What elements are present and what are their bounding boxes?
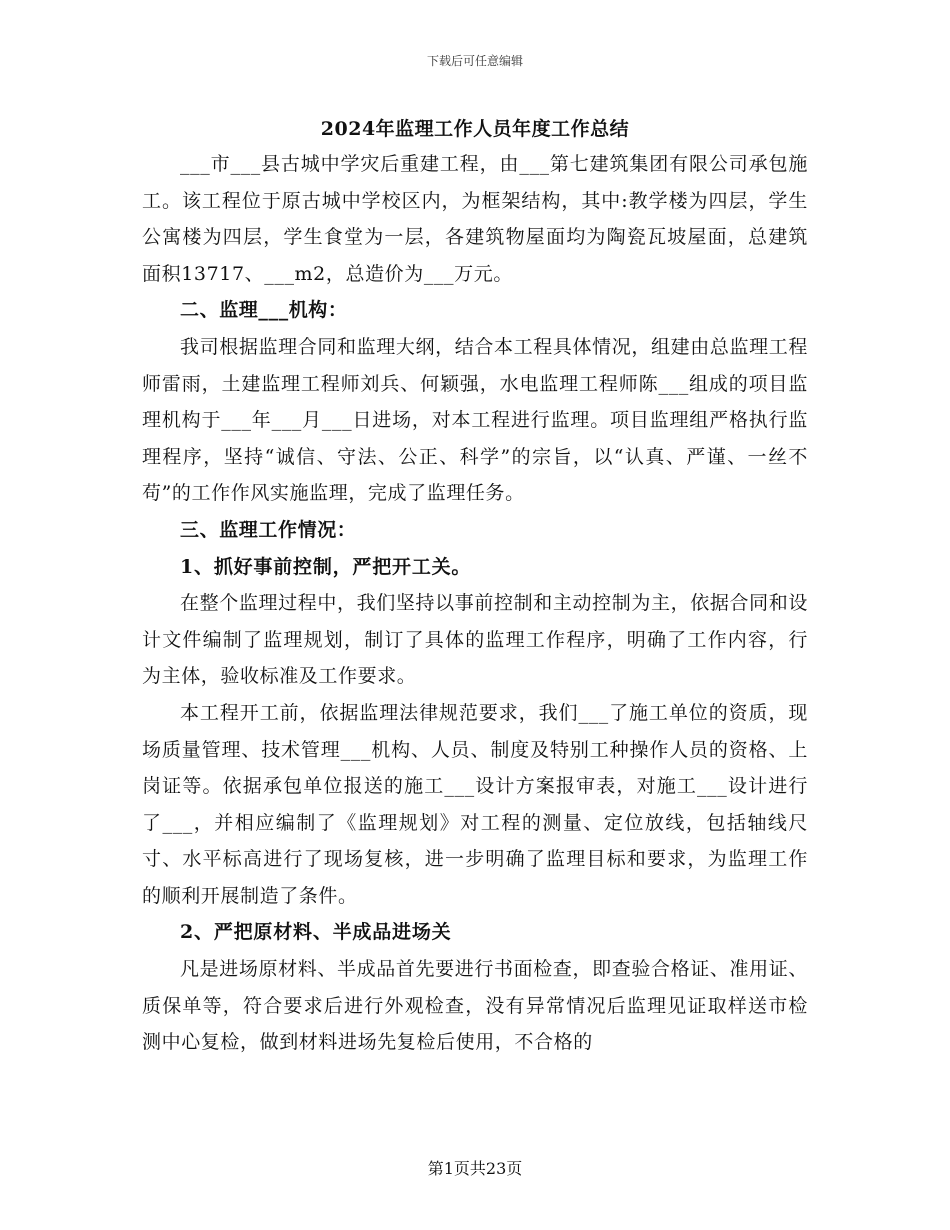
- subheading-prior-control: 1、抓好事前控制，严把开工关。: [180, 555, 472, 578]
- section-heading-work-status: 三、监理工作情况：: [180, 518, 357, 541]
- paragraph-pre-construction-review: 本工程开工前，依据监理法律规范要求，我们___了施工单位的资质，现场质量管理、技术管理___机构、人员、制度及特别工种操作人员的资格、上岗证等。依据承包单位报送的施工___设计方案报审表，对施工___设计进行了___，并相应编制了《监理规划》对工程的测量、定位放线，包括轴线尺寸、水平标高进行了现场复核，进一步明确了监理目标和要求，为监理工作的顺利开展制造了条件。: [142, 701, 808, 907]
- paragraph-supervision-agency: 我司根据监理合同和监理大纲，结合本工程具体情况，组建由总监理工程师雷雨，土建监理工程师刘兵、何颖强，水电监理工程师陈___组成的项目监理机构于___年___月___日进场，对本工程进行监理。项目监理组严格执行监理程序，坚持“诚信、守法、公正、科学”的宗旨，以“认真、严谨、一丝不苟”的工作作风实施监理，完成了监理任务。: [142, 335, 808, 505]
- document-title: 2024年监理工作人员年度工作总结: [320, 118, 630, 140]
- paragraph-project-overview: ___市___县古城中学灾后重建工程，由___第七建筑集团有限公司承包施工。该工程位于原古城中学校区内，为框架结构，其中:教学楼为四层，学生公寓楼为四层，学生食堂为一层，各建筑物屋面均为陶瓷瓦坡屋面，总建筑面积13717、___m2，总造价为___万元。: [142, 153, 808, 285]
- subheading-material-control: 2、严把原材料、半成品进场关: [180, 921, 452, 944]
- document-body: [142, 146, 808, 1061]
- header-note: 下载后可任意编辑: [426, 54, 523, 68]
- paragraph-prior-control: 在整个监理过程中，我们坚持以事前控制和主动控制为主，依据合同和设计文件编制了监理规划，制订了具体的监理工作程序，明确了工作内容，行为主体，验收标准及工作要求。: [142, 592, 808, 688]
- section-heading-supervision-agency: 二、监理___机构：: [180, 299, 348, 322]
- page-number-footer: 第1页共23页: [427, 1159, 523, 1178]
- paragraph-material-control: 凡是进场原材料、半成品首先要进行书面检查，即查验合格证、准用证、质保单等，符合要求后进行外观检查，没有异常情况后监理见证取样送市检测中心复检，做到材料进场先复检后使用，不合格的: [142, 958, 808, 1054]
